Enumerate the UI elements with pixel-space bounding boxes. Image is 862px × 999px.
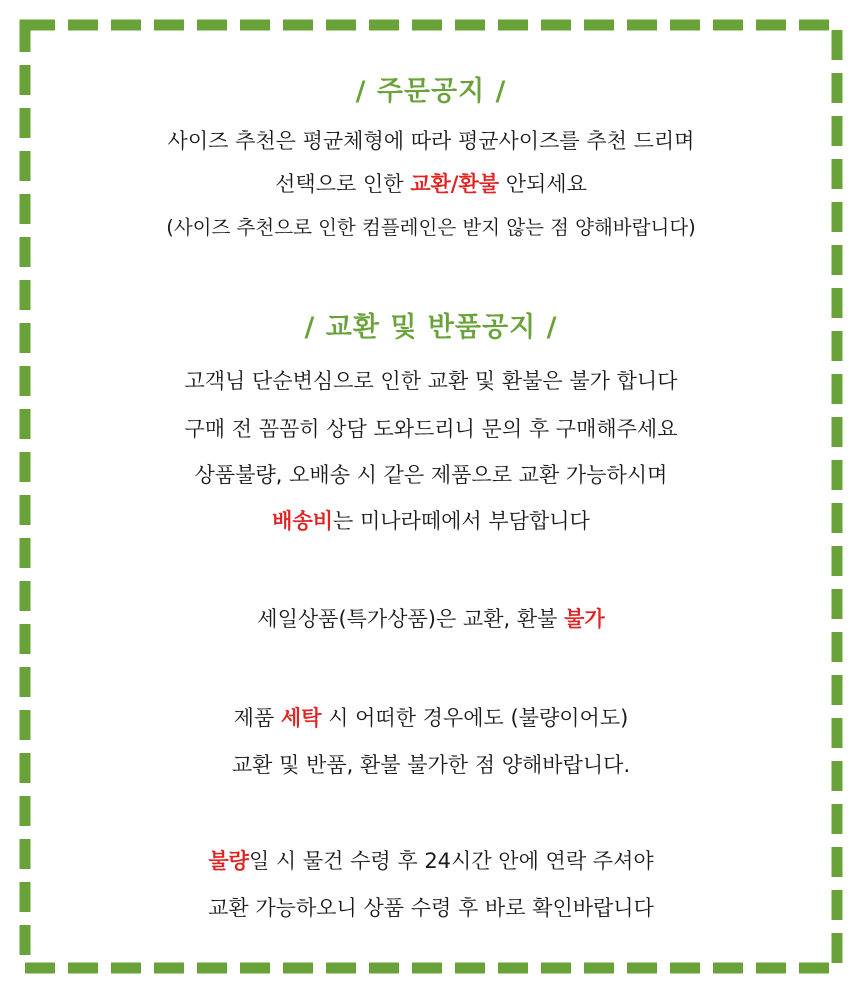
- exchange-notice-title: / 교환 및 반품공지 /: [304, 312, 558, 343]
- sale-impossible-highlight: 불가: [564, 607, 605, 631]
- order-notice-line-2-pre: 선택으로 인한: [275, 172, 411, 196]
- exchange-notice-line-2: 구매 전 꼼꼼히 상담 도와드리니 문의 후 구매해주세요: [184, 417, 678, 441]
- wash-notice-post: 시 어떠한 경우에도 (불량이어도): [321, 706, 629, 730]
- exchange-notice-line-4: [40, 506, 822, 536]
- sale-notice-line: [40, 604, 822, 634]
- exchange-notice-line-1: 고객님 단순변심으로 인한 교환 및 환불은 불가 합니다: [184, 369, 678, 393]
- exchange-notice-line-4-post: 는 미나라떼에서 부담합니다: [333, 509, 590, 533]
- order-notice-line-2-post: 안되세요: [499, 172, 587, 196]
- exchange-notice-line-3: 상품불량, 오배송 시 같은 제품으로 교환 가능하시며: [194, 463, 668, 487]
- defect-notice-line-2: 교환 가능하오니 상품 수령 후 바로 확인바랍니다: [208, 896, 654, 920]
- order-notice-title: / 주문공지 /: [355, 76, 507, 107]
- wash-notice-line-2: 교환 및 반품, 환불 불가한 점 양해바랍니다.: [231, 753, 631, 777]
- wash-highlight: 세탁: [280, 706, 322, 730]
- sale-notice-pre: 세일상품(특가상품)은 교환, 환불: [257, 607, 565, 631]
- defect-highlight: 불량: [208, 849, 249, 873]
- defect-notice-line-1: [40, 846, 822, 876]
- exchange-refund-highlight: 교환/환불: [410, 172, 500, 196]
- order-notice-line-3: (사이즈 추천으로 인한 컴플레인은 받지 않는 점 양해바랍니다): [166, 216, 696, 239]
- wash-notice-pre: 제품: [233, 706, 281, 730]
- order-notice-line-1: 사이즈 추천은 평균체형에 따라 평균사이즈를 추천 드리며: [167, 129, 695, 153]
- shipping-fee-highlight: 배송비: [272, 509, 334, 533]
- wash-notice-line-1: [40, 703, 822, 733]
- defect-notice-post: 일 시 물건 수령 후 24시간 안에 연락 주셔야: [248, 849, 654, 873]
- notice-content: [40, 0, 822, 999]
- order-notice-line-2: [40, 169, 822, 199]
